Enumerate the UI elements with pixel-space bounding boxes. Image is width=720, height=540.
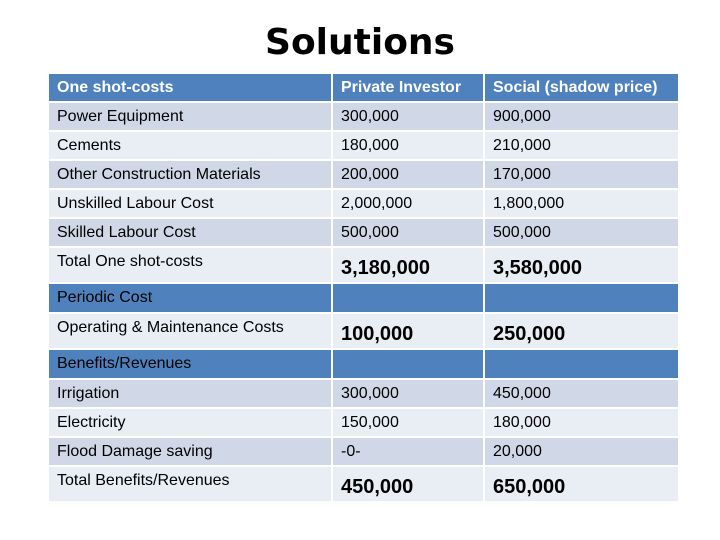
social-total: 650,000 bbox=[484, 466, 679, 502]
social-value: 250,000 bbox=[484, 313, 679, 349]
private-value: 500,000 bbox=[332, 218, 484, 247]
private-value: 300,000 bbox=[332, 102, 484, 131]
solutions-table bbox=[47, 72, 680, 503]
table-row bbox=[48, 131, 679, 160]
private-value: 180,000 bbox=[332, 131, 484, 160]
table-row bbox=[48, 437, 679, 466]
table-row bbox=[48, 160, 679, 189]
social-value: 210,000 bbox=[484, 131, 679, 160]
section-blank bbox=[484, 349, 679, 379]
social-value: 1,800,000 bbox=[484, 189, 679, 218]
section-row-periodic bbox=[48, 283, 679, 313]
social-value: 500,000 bbox=[484, 218, 679, 247]
table-row bbox=[48, 102, 679, 131]
table-row bbox=[48, 189, 679, 218]
social-value: 170,000 bbox=[484, 160, 679, 189]
table-row bbox=[48, 379, 679, 408]
private-total: 3,180,000 bbox=[332, 247, 484, 283]
header-private-investor: Private Investor bbox=[332, 73, 484, 102]
row-label: Electricity bbox=[48, 408, 332, 437]
private-value: -0- bbox=[332, 437, 484, 466]
row-label: Total Benefits/Revenues bbox=[48, 466, 332, 502]
row-label: Total One shot-costs bbox=[48, 247, 332, 283]
section-label: Periodic Cost bbox=[48, 283, 332, 313]
social-value: 450,000 bbox=[484, 379, 679, 408]
private-value: 150,000 bbox=[332, 408, 484, 437]
row-label: Irrigation bbox=[48, 379, 332, 408]
header-social-shadow-price: Social (shadow price) bbox=[484, 73, 679, 102]
private-value: 300,000 bbox=[332, 379, 484, 408]
section-blank bbox=[484, 283, 679, 313]
section-label: Benefits/Revenues bbox=[48, 349, 332, 379]
private-value: 200,000 bbox=[332, 160, 484, 189]
private-value: 100,000 bbox=[332, 313, 484, 349]
section-blank bbox=[332, 349, 484, 379]
private-value: 2,000,000 bbox=[332, 189, 484, 218]
total-benefits-row bbox=[48, 466, 679, 502]
social-total: 3,580,000 bbox=[484, 247, 679, 283]
total-one-shot-row bbox=[48, 247, 679, 283]
row-label: Flood Damage saving bbox=[48, 437, 332, 466]
periodic-row bbox=[48, 313, 679, 349]
row-label: Other Construction Materials bbox=[48, 160, 332, 189]
table-row bbox=[48, 218, 679, 247]
row-label: Operating & Maintenance Costs bbox=[48, 313, 332, 349]
row-label: Cements bbox=[48, 131, 332, 160]
section-blank bbox=[332, 283, 484, 313]
section-row-benefits bbox=[48, 349, 679, 379]
page-title: Solutions bbox=[265, 22, 455, 63]
row-label: Skilled Labour Cost bbox=[48, 218, 332, 247]
social-value: 20,000 bbox=[484, 437, 679, 466]
header-row bbox=[48, 73, 679, 102]
social-value: 180,000 bbox=[484, 408, 679, 437]
row-label: Power Equipment bbox=[48, 102, 332, 131]
social-value: 900,000 bbox=[484, 102, 679, 131]
table-row bbox=[48, 408, 679, 437]
header-one-shot-costs: One shot-costs bbox=[48, 73, 332, 102]
row-label: Unskilled Labour Cost bbox=[48, 189, 332, 218]
private-total: 450,000 bbox=[332, 466, 484, 502]
